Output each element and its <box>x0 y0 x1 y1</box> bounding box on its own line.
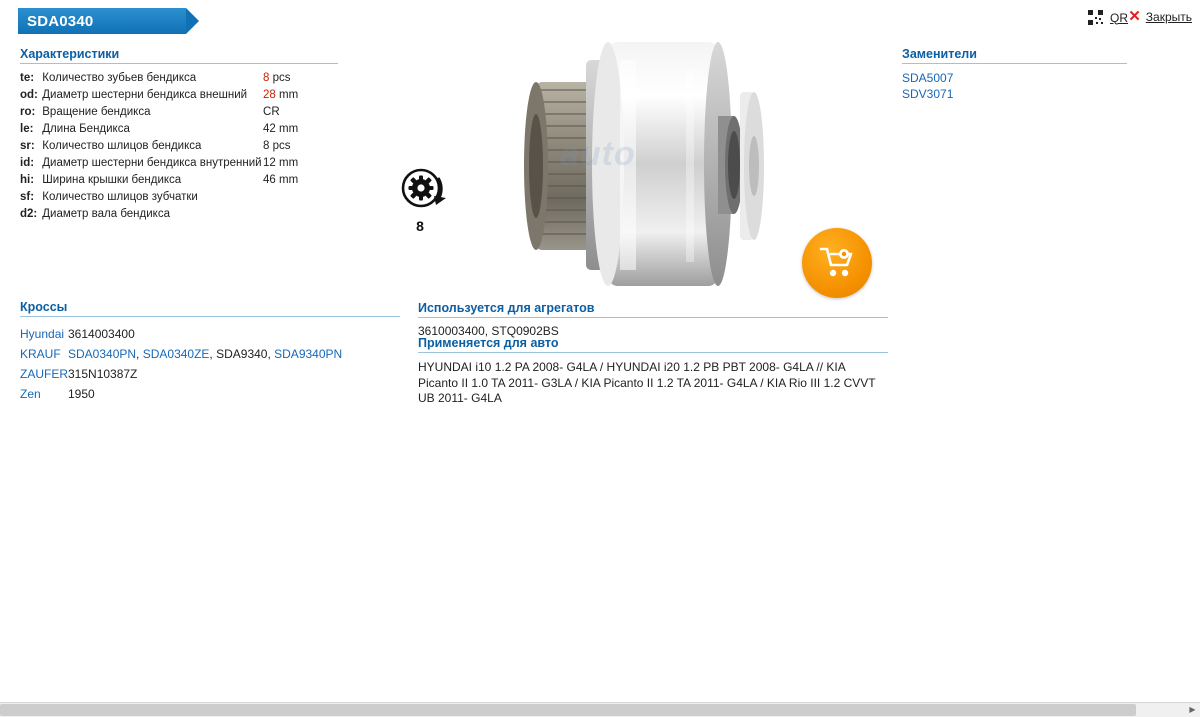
applies-to-vehicles-heading: Применяется для авто <box>418 336 888 353</box>
replacements-panel <box>902 47 1127 102</box>
scrollbar-thumb[interactable] <box>0 704 1136 716</box>
spec-code: id: <box>20 156 35 169</box>
close-button[interactable] <box>1128 10 1192 24</box>
table-row <box>20 86 338 103</box>
used-in-units-text: 3610003400, STQ0902BS <box>418 324 559 338</box>
specifications-heading: Характеристики <box>20 47 338 64</box>
spec-code: sf: <box>20 190 35 203</box>
spec-value: 8 pcs <box>263 139 291 152</box>
table-row <box>20 69 338 86</box>
spec-desc: Количество зубьев бендикса <box>42 71 197 84</box>
spec-value: CR <box>263 105 280 118</box>
spec-code: sr: <box>20 139 35 152</box>
spec-code: hi: <box>20 173 35 186</box>
spec-desc: Количество шлицов бендикса <box>42 139 202 152</box>
page-title: SDA0340 <box>27 12 94 30</box>
table-row <box>20 205 338 222</box>
spec-desc: Вращение бендикса <box>42 105 151 118</box>
table-row <box>20 344 342 364</box>
spec-value: 12 mm <box>263 156 299 169</box>
table-row <box>20 137 338 154</box>
qr-button[interactable] <box>1088 10 1128 25</box>
spec-desc: Диаметр шестерни бендикса внутренний <box>42 156 262 169</box>
spec-value: 8 pcs <box>263 71 291 84</box>
red-x-icon: ✕ <box>1128 8 1141 25</box>
crosses-table <box>20 324 342 404</box>
table-row <box>20 188 338 205</box>
add-to-cart-icon <box>819 246 855 280</box>
table-row <box>20 154 338 171</box>
gear-rotation-icon <box>398 162 460 220</box>
replacements-heading: Заменители <box>902 47 1127 64</box>
spec-code: ro: <box>20 105 36 118</box>
list-item[interactable]: SDA5007 <box>902 71 954 85</box>
table-row <box>20 364 342 384</box>
cross-number[interactable]: SDA9340PN <box>274 347 343 361</box>
watermark-text: auto <box>560 135 636 173</box>
used-in-units-heading: Используется для агрегатов <box>418 301 888 318</box>
cross-number: 315N10387Z <box>68 367 138 381</box>
spec-desc: Ширина крышки бендикса <box>42 173 182 186</box>
table-row <box>20 120 338 137</box>
replacements-list <box>902 70 1127 102</box>
qr-code-icon <box>1088 10 1103 25</box>
table-row <box>20 103 338 120</box>
spec-code: le: <box>20 122 34 135</box>
table-row <box>20 171 338 188</box>
add-to-cart-button[interactable] <box>802 228 872 298</box>
spec-value: 28 mm <box>263 88 299 101</box>
spec-code: te: <box>20 71 35 84</box>
cross-brand: ZAUFER <box>20 367 68 381</box>
spec-value: 46 mm <box>263 173 299 186</box>
cross-numbers <box>68 324 342 344</box>
crosses-heading: Кроссы <box>20 300 400 317</box>
teeth-count-value: 8 <box>416 218 424 234</box>
spec-desc: Количество шлицов зубчатки <box>42 190 198 203</box>
teeth-count-badge <box>398 162 460 234</box>
spec-desc: Длина Бендикса <box>42 122 130 135</box>
cross-number: 3614003400 <box>68 327 135 341</box>
used-in-units-panel <box>418 301 888 339</box>
cross-brand: Zen <box>20 387 41 401</box>
spec-code: d2: <box>20 207 38 220</box>
crosses-panel <box>20 300 400 404</box>
cross-number: 1950 <box>68 387 95 401</box>
cross-numbers: SDA0340PN, SDA0340ZE, SDA9340, SDA9340PN <box>68 347 343 361</box>
list-item[interactable]: SDV3071 <box>902 87 954 101</box>
applies-to-vehicles-text: HYUNDAI i10 1.2 PA 2008- G4LA / HYUNDAI i20 1.2 PB PBT 2008- G4LA // KIA Picanto II 1.0 TA 2011- G3LA / KIA Picanto II 1.2 TA 2011- G4LA / KIA Rio III 1.2 CVVT UB 2011- G4LA <box>418 360 876 405</box>
cross-numbers <box>68 384 342 404</box>
spec-code: od: <box>20 88 38 101</box>
banner-arrow <box>186 8 199 34</box>
close-label[interactable]: Закрыть <box>1145 10 1192 24</box>
applies-to-vehicles-panel <box>418 336 888 407</box>
spec-value <box>263 205 338 222</box>
spec-value: 42 mm <box>263 122 299 135</box>
table-row <box>20 324 342 344</box>
qr-label[interactable]: QR <box>1110 10 1128 25</box>
cross-number: SDA9340 <box>216 347 268 361</box>
spec-desc: Диаметр вала бендикса <box>42 207 170 220</box>
horizontal-scrollbar[interactable] <box>0 702 1200 717</box>
product-photo <box>500 30 800 290</box>
cross-number[interactable]: SDA0340PN <box>68 347 137 361</box>
scroll-right-arrow-icon[interactable]: ▶ <box>1189 705 1196 714</box>
cross-number[interactable]: SDA0340ZE <box>142 347 210 361</box>
specifications-table <box>20 69 338 222</box>
part-number-banner <box>18 8 186 34</box>
cross-brand: KRAUF <box>20 347 61 361</box>
spec-desc: Диаметр шестерни бендикса внешний <box>42 88 248 101</box>
cross-numbers <box>68 364 342 384</box>
spec-value <box>263 188 338 205</box>
specifications-panel <box>20 47 338 222</box>
table-row <box>20 384 342 404</box>
cross-brand: Hyundai <box>20 327 65 341</box>
